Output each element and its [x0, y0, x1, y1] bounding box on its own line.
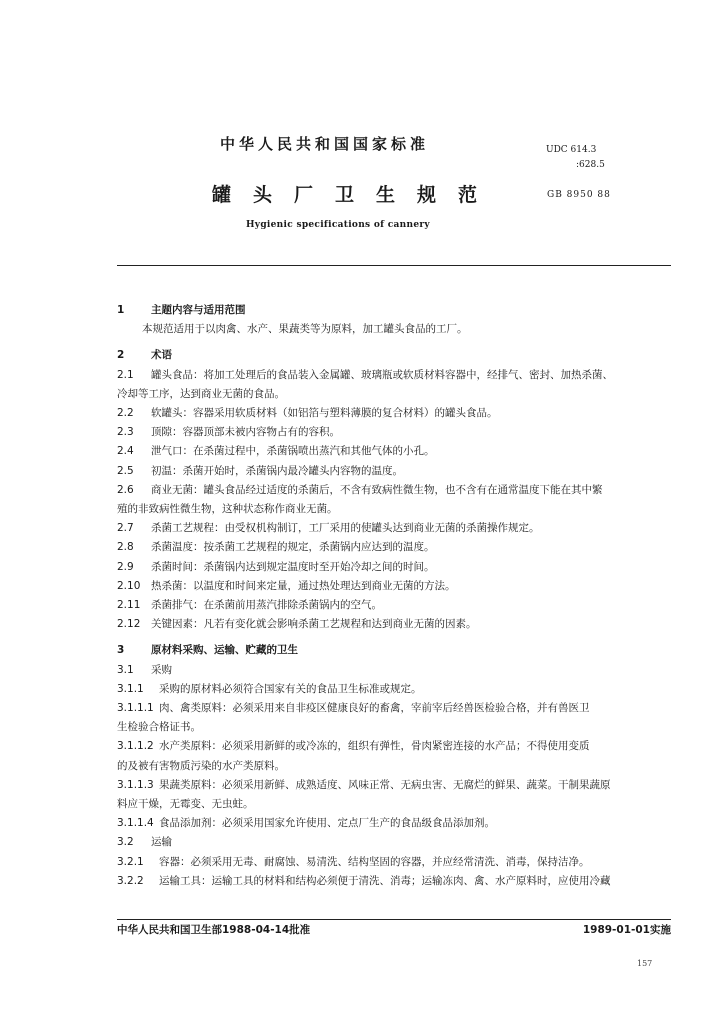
- clause-item: [117, 558, 677, 577]
- clause-number: 2: [117, 349, 125, 362]
- clause-number: 2.6: [117, 483, 134, 496]
- clause-number: 3.2.2: [117, 874, 144, 887]
- section-heading: [117, 641, 677, 660]
- clause-number: 2.9: [117, 560, 134, 573]
- clause-item: [117, 872, 677, 891]
- clause-number: 3.1.1.1: [117, 702, 154, 715]
- clause-text: 采购: [151, 663, 172, 676]
- clause-number: 2.2: [117, 407, 134, 420]
- clause-text: 运输: [151, 836, 172, 849]
- clause-number: 3.2.1: [117, 855, 144, 868]
- document-title: 罐头厂卫生规范: [212, 184, 500, 206]
- clause-number: 2.7: [117, 522, 134, 535]
- clause-number: 2.8: [117, 541, 134, 554]
- clause-text: 冷却等工序，达到商业无菌的食品。: [117, 387, 285, 400]
- english-title: Hygienic specifications of cannery: [246, 220, 430, 230]
- clause-text: 果蔬类原料：必须采用新鲜、成熟适度、风味正常、无病虫害、无腐烂的鲜果、蔬菜。干制果蔬原: [159, 778, 611, 791]
- clause-number: 3: [117, 644, 125, 657]
- section-gap: [117, 339, 677, 346]
- clause-number: 2.12: [117, 618, 141, 631]
- clause-item: [117, 538, 677, 557]
- clause-text: 采购的原材料必须符合国家有关的食品卫生标准或规定。: [159, 682, 422, 695]
- paragraph-continuation: [117, 757, 677, 776]
- clause-text: 运输工具：运输工具的材料和结构必须便于清洗、消毒；运输冻肉、禽、水产原料时，应使用冷藏: [159, 874, 611, 887]
- page-number: 157: [637, 959, 653, 968]
- udc-code: UDC 614.3: [546, 145, 597, 155]
- clause-number: 2.4: [117, 445, 134, 458]
- clause-text: 术语: [151, 349, 172, 362]
- clause-item: [117, 661, 677, 680]
- clause-text: 的及被有害物质污染的水产类原料。: [117, 759, 285, 772]
- clause-text: 热杀菌：以温度和时间来定量，通过热处理达到商业无菌的方法。: [151, 579, 456, 592]
- standard-title: 中华人民共和国国家标准: [220, 135, 430, 153]
- clause-text: 商业无菌：罐头食品经过适度的杀菌后，不含有致病性微生物，也不含有在通常温度下能在其中繁: [151, 483, 603, 496]
- clause-text: 初温：杀菌开始时，杀菌锅内最冷罐头内容物的温度。: [151, 464, 403, 477]
- clause-text: 罐头食品：将加工处理后的食品装入金属罐、玻璃瓶或软质材料容器中，经排气、密封、加热杀菌、: [151, 368, 613, 381]
- clause-number: 2.11: [117, 599, 141, 612]
- paragraph: [117, 320, 677, 339]
- implementation-date: 1989-01-01实施: [582, 924, 671, 936]
- clause-text: 杀菌时间：杀菌锅内达到规定温度时至开始冷却之间的时间。: [151, 560, 435, 573]
- clause-item: [117, 462, 677, 481]
- clause-number: 1: [117, 304, 125, 316]
- clause-number: 3.1: [117, 663, 134, 676]
- clause-item: [117, 442, 677, 461]
- clause-item: [117, 519, 677, 538]
- clause-text: 顶隙：容器顶部未被内容物占有的容积。: [151, 426, 340, 439]
- section-heading: [117, 346, 677, 365]
- clause-text: 食品添加剂：必须采用国家允许使用、定点厂生产的食品级食品添加剂。: [159, 817, 495, 830]
- clause-number: 3.1.1.2: [117, 740, 154, 753]
- paragraph-continuation: [117, 718, 677, 737]
- section-gap: [117, 634, 677, 641]
- gb-number: GB 8950 88: [547, 190, 611, 200]
- clause-text: 软罐头：容器采用软质材料（如铝箔与塑料薄膜的复合材料）的罐头食品。: [151, 407, 498, 420]
- clause-text: 肉、禽类原料：必须采用来自非疫区健康良好的畜禽，宰前宰后经兽医检验合格，并有兽医卫: [159, 702, 590, 715]
- clause-text: 殖的非致病性微生物，这种状态称作商业无菌。: [117, 503, 338, 516]
- clause-text: 生检验合格证书。: [117, 721, 201, 734]
- clause-item: [117, 776, 677, 795]
- clause-text: 水产类原料：必须采用新鲜的或冷冻的，组织有弹性，骨肉紧密连接的水产品；不得使用变质: [159, 740, 590, 753]
- clause-text: 关键因素：凡若有变化就会影响杀菌工艺规程和达到商业无菌的因素。: [151, 618, 477, 631]
- clause-number: 2.3: [117, 426, 134, 439]
- paragraph-continuation: [117, 795, 677, 814]
- clause-text: 杀菌排气：在杀菌前用蒸汽排除杀菌锅内的空气。: [151, 599, 382, 612]
- clause-item: [117, 699, 677, 718]
- document-body: [117, 301, 677, 891]
- clause-text: 杀菌工艺规程：由受权机构制订，工厂采用的使罐头达到商业无菌的杀菌操作规定。: [151, 522, 540, 535]
- clause-item: [117, 366, 677, 385]
- clause-number: 3.1.1.3: [117, 778, 154, 791]
- clause-item: [117, 680, 677, 699]
- clause-number: 3.2: [117, 836, 134, 849]
- clause-number: 2.5: [117, 464, 134, 477]
- clause-text: 容器：必须采用无毒、耐腐蚀、易清洗、结构坚固的容器，并应经常清洗、消毒，保持洁净。: [159, 855, 590, 868]
- clause-number: 2.1: [117, 368, 134, 381]
- clause-item: [117, 577, 677, 596]
- section-heading: [117, 301, 677, 320]
- clause-text: 泄气口：在杀菌过程中，杀菌锅喷出蒸汽和其他气体的小孔。: [151, 445, 435, 458]
- udc-code-suffix: :628.5: [576, 160, 605, 170]
- clause-number: 3.1.1.4: [117, 817, 154, 830]
- approval-note: 中华人民共和国卫生部1988-04-14批准: [117, 924, 311, 936]
- clause-item: [117, 615, 677, 634]
- clause-text: 料应干燥，无霉变、无虫蛀。: [117, 798, 254, 811]
- clause-text: 杀菌温度：按杀菌工艺规程的规定，杀菌锅内应达到的温度。: [151, 541, 435, 554]
- clause-number: 3.1.1: [117, 682, 144, 695]
- clause-item: [117, 833, 677, 852]
- clause-item: [117, 481, 677, 500]
- clause-item: [117, 404, 677, 423]
- clause-item: [117, 596, 677, 615]
- clause-item: [117, 853, 677, 872]
- footer-divider: [117, 919, 671, 920]
- clause-number: 2.10: [117, 579, 141, 592]
- clause-item: [117, 814, 677, 833]
- clause-item: [117, 737, 677, 756]
- header-divider: [117, 265, 671, 266]
- clause-text: 原材料采购、运输、贮藏的卫生: [151, 644, 298, 657]
- paragraph-continuation: [117, 385, 677, 404]
- clause-text: 主题内容与适用范围: [151, 304, 246, 316]
- clause-text: 本规范适用于以肉禽、水产、果蔬类等为原料，加工罐头食品的工厂。: [142, 323, 468, 336]
- paragraph-continuation: [117, 500, 677, 519]
- clause-item: [117, 423, 677, 442]
